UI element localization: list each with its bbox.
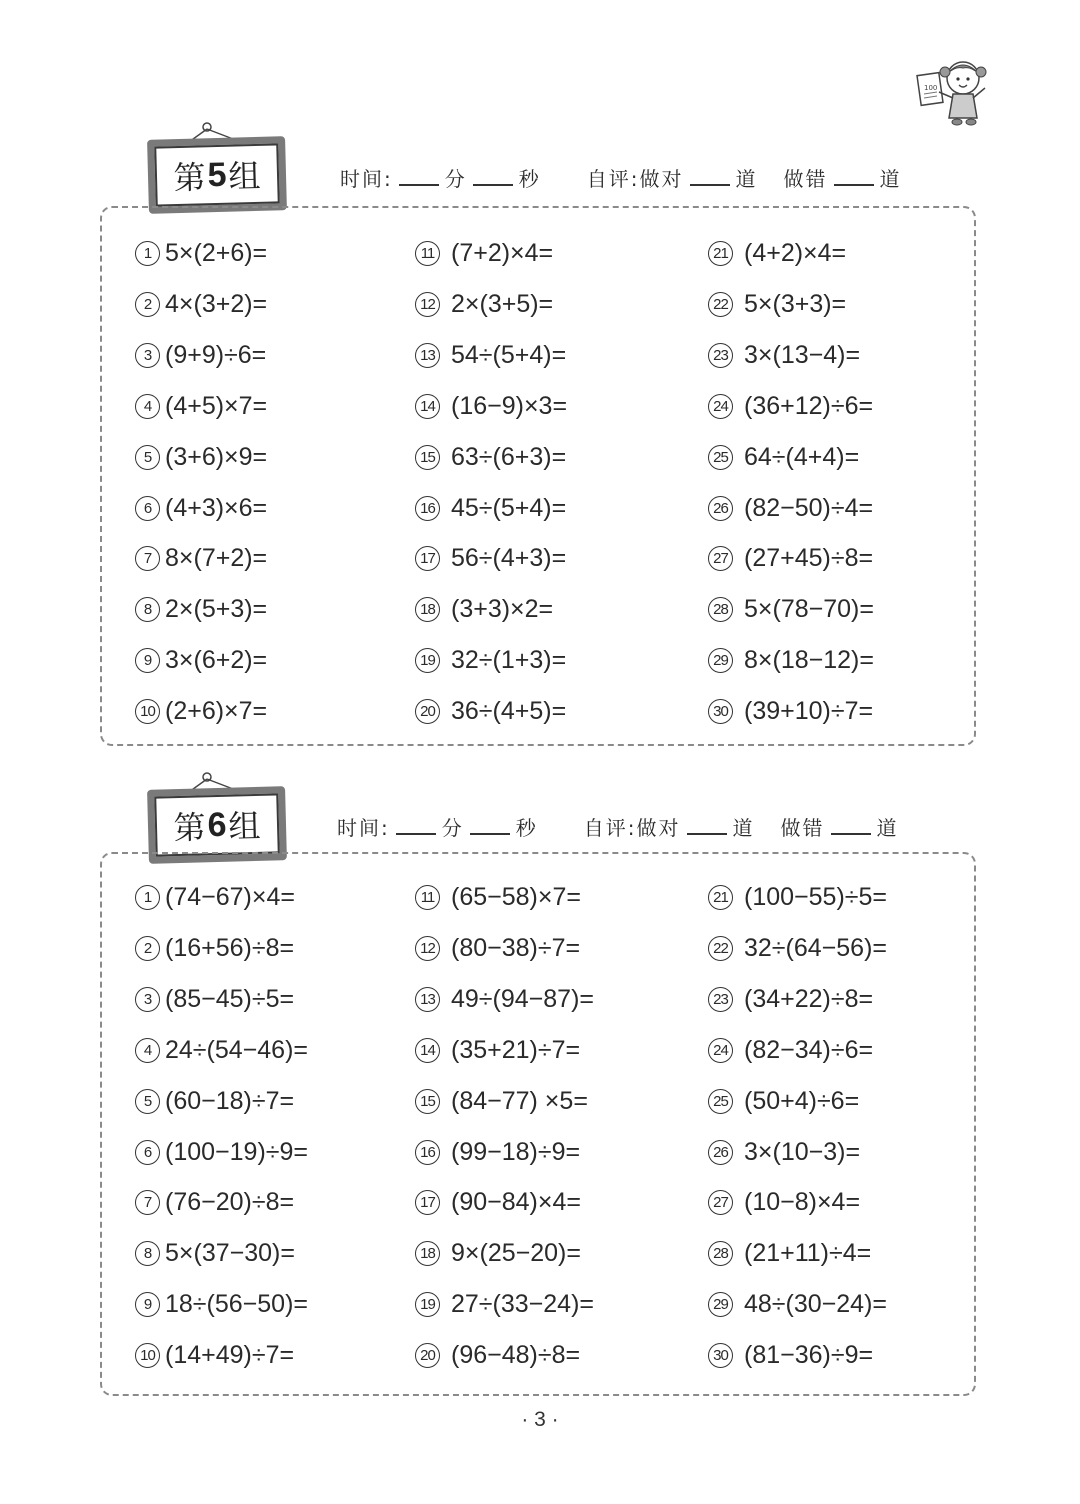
problem-expression: 45÷(5+4)= <box>451 493 567 522</box>
problem-item <box>708 443 859 472</box>
problem-expression: 56÷(4+3)= <box>451 544 567 573</box>
problem-expression: (2+6)×7= <box>165 697 268 726</box>
correct-count-blank[interactable] <box>690 166 730 186</box>
page-number: · 3 · <box>521 1408 559 1431</box>
problem-expression: 64÷(4+4)= <box>744 442 860 471</box>
problem-item <box>415 544 566 573</box>
problem-number-badge: 20 <box>415 699 440 724</box>
problem-number-badge: 3 <box>135 987 160 1012</box>
problem-number-badge: 3 <box>135 343 160 368</box>
problem-expression: 2×(5+3)= <box>165 595 268 624</box>
problem-expression: (100−55)÷5= <box>744 883 887 911</box>
problem-number-badge: 22 <box>708 292 733 317</box>
problem-number-badge: 29 <box>708 1292 733 1317</box>
problem-number-badge: 14 <box>415 394 440 419</box>
problem-item <box>135 392 267 421</box>
problem-expression: (90−84)×4= <box>451 1188 581 1217</box>
problem-number-badge: 9 <box>135 1292 160 1317</box>
problem-number-badge: 13 <box>415 987 440 1012</box>
problem-number-badge: 20 <box>415 1343 440 1368</box>
problem-number-badge: 16 <box>415 1140 440 1165</box>
problem-expression: (21+11)÷4= <box>744 1239 872 1268</box>
mascot-sign-text: 100 <box>924 84 938 92</box>
problem-number-badge: 7 <box>135 1190 160 1215</box>
problem-expression: 32÷(1+3)= <box>451 646 567 675</box>
problem-number-badge: 30 <box>708 699 733 724</box>
problem-expression: (82−34)÷6= <box>744 1035 874 1064</box>
problem-expression: (4+3)×6= <box>165 493 268 522</box>
problem-expression: (76−20)÷8= <box>165 1188 295 1217</box>
problem-item <box>708 1036 873 1065</box>
problem-expression: (14+49)÷7= <box>165 1341 295 1370</box>
problem-expression: 63÷(6+3)= <box>451 442 567 471</box>
problem-expression: (34+22)÷8= <box>744 984 874 1013</box>
record-bar: 时间: 分 秒 自评:做对 道 做错 道 <box>340 167 902 191</box>
problem-number-badge: 17 <box>415 546 440 571</box>
problem-number-badge: 6 <box>135 1140 160 1165</box>
problem-item <box>708 1341 873 1370</box>
problem-item <box>135 697 267 726</box>
problem-number-badge: 25 <box>708 445 733 470</box>
problem-expression: 54÷(5+4)= <box>451 340 567 369</box>
problem-item <box>708 239 846 268</box>
problem-number-badge: 2 <box>135 936 160 961</box>
problem-expression: (80−38)÷7= <box>451 933 581 962</box>
problem-expression: (4+5)×7= <box>165 391 268 420</box>
problem-item <box>135 1087 294 1116</box>
problem-expression: (16−9)×3= <box>451 391 568 420</box>
problem-number-badge: 16 <box>415 496 440 521</box>
problem-item <box>415 494 566 523</box>
problem-number-badge: 12 <box>415 936 440 961</box>
problem-expression: 32÷(64−56)= <box>744 933 887 962</box>
problem-number-badge: 27 <box>708 1190 733 1215</box>
problem-number-badge: 6 <box>135 496 160 521</box>
problem-item <box>708 290 846 319</box>
problem-expression: (85−45)÷5= <box>165 984 295 1013</box>
problem-item <box>135 934 294 963</box>
problem-number-badge: 19 <box>415 648 440 673</box>
problem-item <box>135 443 267 472</box>
problem-expression: (82−50)÷4= <box>744 493 874 522</box>
problem-number-badge: 28 <box>708 597 733 622</box>
problem-item <box>415 1138 580 1167</box>
problem-expression: 3×(10−3)= <box>744 1137 861 1166</box>
problem-number-badge: 23 <box>708 987 733 1012</box>
problem-expression: (36+12)÷6= <box>744 391 874 420</box>
problem-expression: 18÷(56−50)= <box>165 1290 308 1319</box>
minutes-blank[interactable] <box>396 815 436 835</box>
problem-expression: 5×(37−30)= <box>165 1239 295 1268</box>
problem-expression: (35+21)÷7= <box>451 1035 581 1064</box>
problem-item <box>135 239 267 268</box>
problem-expression: (100−19)÷9= <box>165 1137 308 1166</box>
problem-number-badge: 8 <box>135 597 160 622</box>
problem-expression: (4+2)×4= <box>744 239 847 267</box>
problem-expression: (10−8)×4= <box>744 1188 861 1217</box>
problem-item <box>708 392 873 421</box>
problem-number-badge: 28 <box>708 1241 733 1266</box>
problem-item <box>135 985 294 1014</box>
problem-item <box>415 985 594 1014</box>
problem-item <box>415 883 581 912</box>
problem-number-badge: 4 <box>135 394 160 419</box>
problem-number-badge: 26 <box>708 496 733 521</box>
minutes-blank[interactable] <box>399 166 439 186</box>
problem-number-badge: 10 <box>135 1343 160 1368</box>
problem-item <box>708 544 873 573</box>
problem-number-badge: 15 <box>415 445 440 470</box>
problem-item <box>135 341 266 370</box>
problem-number-badge: 19 <box>415 1292 440 1317</box>
problem-expression: (99−18)÷9= <box>451 1137 581 1166</box>
problem-number-badge: 24 <box>708 394 733 419</box>
problem-number-badge: 21 <box>708 241 733 266</box>
problem-expression: (81−36)÷9= <box>744 1341 874 1370</box>
group-title: 第 5 组 <box>154 143 280 206</box>
problem-item <box>708 341 860 370</box>
problem-expression: (60−18)÷7= <box>165 1086 295 1115</box>
wrong-count-blank[interactable] <box>831 815 871 835</box>
problem-number-badge: 12 <box>415 292 440 317</box>
problem-expression: 2×(3+5)= <box>451 289 554 318</box>
problem-expression: 49÷(94−87)= <box>451 984 594 1013</box>
problem-expression: (9+9)÷6= <box>165 340 267 369</box>
problem-expression: (39+10)÷7= <box>744 697 874 726</box>
problem-number-badge: 24 <box>708 1038 733 1063</box>
problem-item <box>135 290 267 319</box>
problem-item <box>708 883 887 912</box>
problem-number-badge: 18 <box>415 597 440 622</box>
problem-expression: (16+56)÷8= <box>165 933 295 962</box>
problem-item <box>135 595 267 624</box>
problem-number-badge: 9 <box>135 648 160 673</box>
problem-item <box>135 1290 308 1319</box>
problem-item <box>415 697 566 726</box>
problem-item <box>708 595 874 624</box>
problem-expression: (50+4)÷6= <box>744 1086 860 1115</box>
problem-expression: 9×(25−20)= <box>451 1239 581 1268</box>
problem-item <box>415 290 553 319</box>
problem-item <box>415 1290 594 1319</box>
problem-item <box>415 392 567 421</box>
problem-number-badge: 5 <box>135 1089 160 1114</box>
problem-expression: 36÷(4+5)= <box>451 697 567 726</box>
group-title: 第 6 组 <box>154 793 280 856</box>
problem-number-badge: 14 <box>415 1038 440 1063</box>
problem-item <box>135 883 295 912</box>
problem-expression: 48÷(30−24)= <box>744 1290 887 1319</box>
problem-number-badge: 21 <box>708 885 733 910</box>
problem-expression: 5×(2+6)= <box>165 239 268 267</box>
problem-number-badge: 17 <box>415 1190 440 1215</box>
problem-number-badge: 22 <box>708 936 733 961</box>
problem-number-badge: 8 <box>135 1241 160 1266</box>
problem-item <box>708 1239 871 1268</box>
problem-expression: 5×(3+3)= <box>744 289 847 318</box>
problem-item <box>135 1036 308 1065</box>
problem-number-badge: 11 <box>415 241 440 266</box>
problem-expression: (96−48)÷8= <box>451 1341 581 1370</box>
problem-number-badge: 5 <box>135 445 160 470</box>
seconds-blank[interactable] <box>470 815 510 835</box>
problem-item <box>135 646 267 675</box>
record-bar: 时间: 分 秒 自评:做对 道 做错 道 <box>337 816 899 840</box>
problem-expression: 5×(78−70)= <box>744 595 874 624</box>
problem-item <box>415 1341 580 1370</box>
problem-item <box>708 697 873 726</box>
correct-count-blank[interactable] <box>687 815 727 835</box>
group-title-frame <box>147 136 287 214</box>
problem-number-badge: 30 <box>708 1343 733 1368</box>
problem-expression: (27+45)÷8= <box>744 544 874 573</box>
problem-number-badge: 1 <box>135 885 160 910</box>
problem-expression: (3+6)×9= <box>165 442 268 471</box>
problem-item <box>708 1188 860 1217</box>
problem-number-badge: 18 <box>415 1241 440 1266</box>
problem-expression: (65−58)×7= <box>451 883 581 911</box>
problem-item <box>415 1036 580 1065</box>
problem-item <box>135 544 267 573</box>
problem-number-badge: 15 <box>415 1089 440 1114</box>
problem-expression: (74−67)×4= <box>165 883 295 911</box>
problem-expression: (84−77) ×5= <box>451 1086 588 1115</box>
problem-item <box>708 1290 887 1319</box>
problem-item <box>708 494 873 523</box>
problem-item <box>708 1138 860 1167</box>
problem-number-badge: 7 <box>135 546 160 571</box>
problem-item <box>135 1239 295 1268</box>
problem-number-badge: 29 <box>708 648 733 673</box>
problem-expression: 3×(6+2)= <box>165 646 268 675</box>
wrong-count-blank[interactable] <box>834 166 874 186</box>
problem-number-badge: 11 <box>415 885 440 910</box>
problem-item <box>135 1188 294 1217</box>
problem-item <box>415 341 566 370</box>
problem-number-badge: 13 <box>415 343 440 368</box>
problem-item <box>415 1188 581 1217</box>
problem-number-badge: 10 <box>135 699 160 724</box>
seconds-blank[interactable] <box>473 166 513 186</box>
problem-number-badge: 2 <box>135 292 160 317</box>
problem-item <box>708 646 874 675</box>
problem-item <box>135 1138 308 1167</box>
problem-expression: 3×(13−4)= <box>744 340 861 369</box>
problem-number-badge: 1 <box>135 241 160 266</box>
problem-item <box>415 595 553 624</box>
girl-mascot-icon <box>915 52 997 130</box>
problem-item <box>415 239 553 268</box>
problem-expression: 4×(3+2)= <box>165 289 268 318</box>
problem-number-badge: 27 <box>708 546 733 571</box>
problem-item <box>708 934 887 963</box>
problem-item <box>415 934 580 963</box>
problem-item <box>135 494 267 523</box>
problem-item <box>135 1341 294 1370</box>
problem-number-badge: 25 <box>708 1089 733 1114</box>
problem-item <box>708 1087 859 1116</box>
problem-expression: (7+2)×4= <box>451 239 554 267</box>
problem-item <box>415 646 566 675</box>
problem-expression: 8×(7+2)= <box>165 544 268 573</box>
problem-expression: 27÷(33−24)= <box>451 1290 594 1319</box>
problem-item <box>415 1087 588 1116</box>
problem-item <box>415 443 566 472</box>
problem-number-badge: 4 <box>135 1038 160 1063</box>
problem-expression: 8×(18−12)= <box>744 646 874 675</box>
problem-number-badge: 26 <box>708 1140 733 1165</box>
problem-number-badge: 23 <box>708 343 733 368</box>
problem-expression: 24÷(54−46)= <box>165 1035 308 1064</box>
problem-item <box>708 985 873 1014</box>
problem-item <box>415 1239 581 1268</box>
problem-expression: (3+3)×2= <box>451 595 554 624</box>
